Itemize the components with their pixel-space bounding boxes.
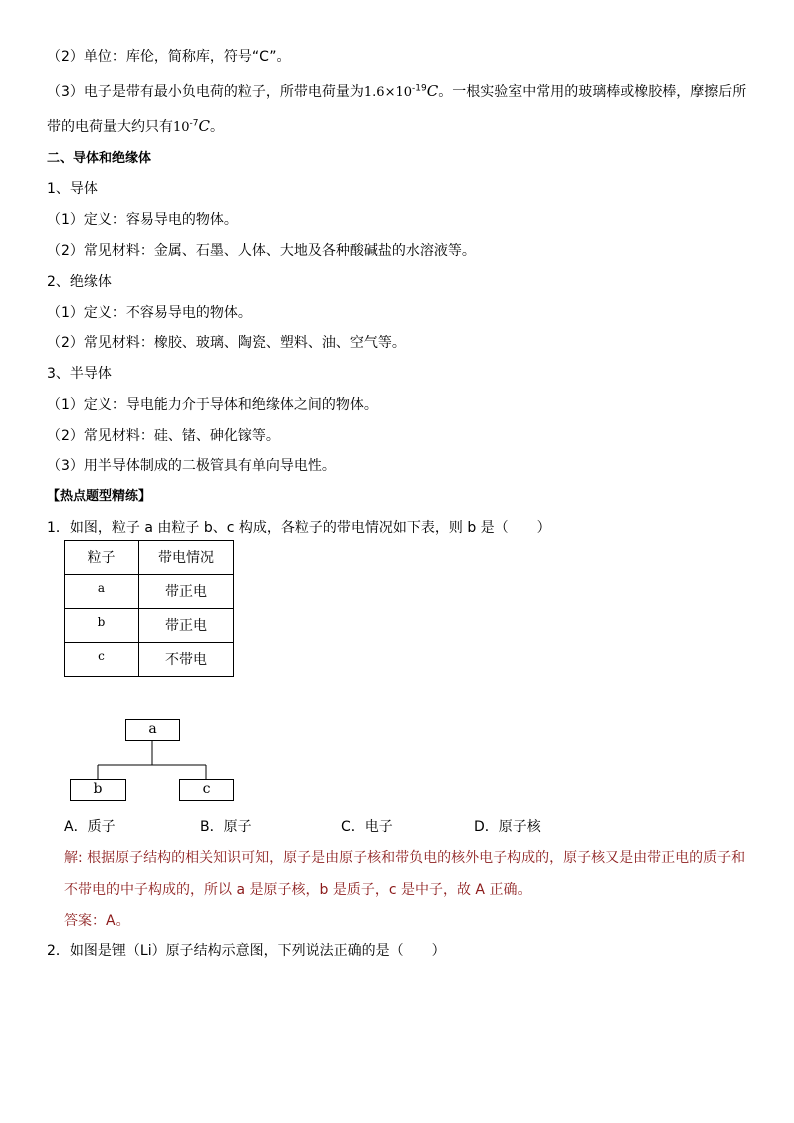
subheading-semiconductor: 3、半导体 [47,366,112,382]
text: 带的电荷量大约只有 [47,119,173,135]
text: （3）电子是带有最小负电荷的粒子，所带电荷量为 [47,84,364,100]
rod-value: 10 [173,120,190,135]
subheading-insulator: 2、绝缘体 [47,274,112,290]
solution-line-1: 解: 根据原子结构的相关知识可知，原子是由原子核和带负电的核外电子构成的，原子核又是由带正电的质子和 [64,850,746,866]
table-header: 粒子 [65,541,139,575]
option-b: B．原子 [200,819,252,835]
diagram-node-c: c [179,779,234,801]
charge-value: 1.6×10 [363,85,413,100]
question-1-stem: 1．如图，粒子 a 由粒子 b、c 构成，各粒子的带电情况如下表，则 b 是（ ） [47,520,551,536]
semiconductor-use: （3）用半导体制成的二极管具有单向导电性。 [47,458,336,474]
insulator-materials: （2）常见材料：橡胶、玻璃、陶瓷、塑料、油、空气等。 [47,335,406,351]
rod-exponent: -7 [189,118,199,129]
diagram-node-a: a [125,719,180,741]
section-heading: 二、导体和绝缘体 [47,151,152,166]
line-unit: （2）单位：库伦，简称库，符号“C”。 [47,49,291,65]
semiconductor-materials: （2）常见材料：硅、锗、砷化镓等。 [47,428,280,444]
semiconductor-definition: （1）定义：导电能力介于导体和绝缘体之间的物体。 [47,397,378,413]
option-d: D．原子核 [474,819,541,835]
diagram-node-b: b [70,779,126,801]
subheading-conductor: 1、导体 [47,181,98,197]
charge-unit: C [426,82,439,100]
table-cell: 不带电 [139,643,234,677]
insulator-definition: （1）定义：不容易导电的物体。 [47,305,252,321]
table-cell: 带正电 [139,609,234,643]
text: 。一根实验室中常用的玻璃棒或橡胶棒，摩擦后所 [438,84,747,100]
rod-unit: C [198,117,211,135]
table-cell: 带正电 [139,575,234,609]
table-cell: c [65,643,139,677]
conductor-materials: （2）常见材料：金属、石墨、人体、大地及各种酸碱盐的水溶液等。 [47,243,476,259]
table-header: 带电情况 [139,541,234,575]
practice-heading: 【热点题型精练】 [47,489,152,504]
table-cell: a [65,575,139,609]
question-2-stem: 2．如图是锂（Li）原子结构示意图，下列说法正确的是（ ） [47,943,446,959]
text: 。 [210,119,225,135]
table-cell: b [65,609,139,643]
option-c: C．电子 [341,819,393,835]
option-a: A．质子 [64,819,116,835]
solution-line-2: 不带电的中子构成的，所以 a 是原子核，b 是质子，c 是中子，故 A 正确。 [64,882,532,898]
conductor-definition: （1）定义：容易导电的物体。 [47,212,238,228]
charge-exponent: -19 [412,83,427,94]
answer: 答案：A。 [64,913,130,929]
